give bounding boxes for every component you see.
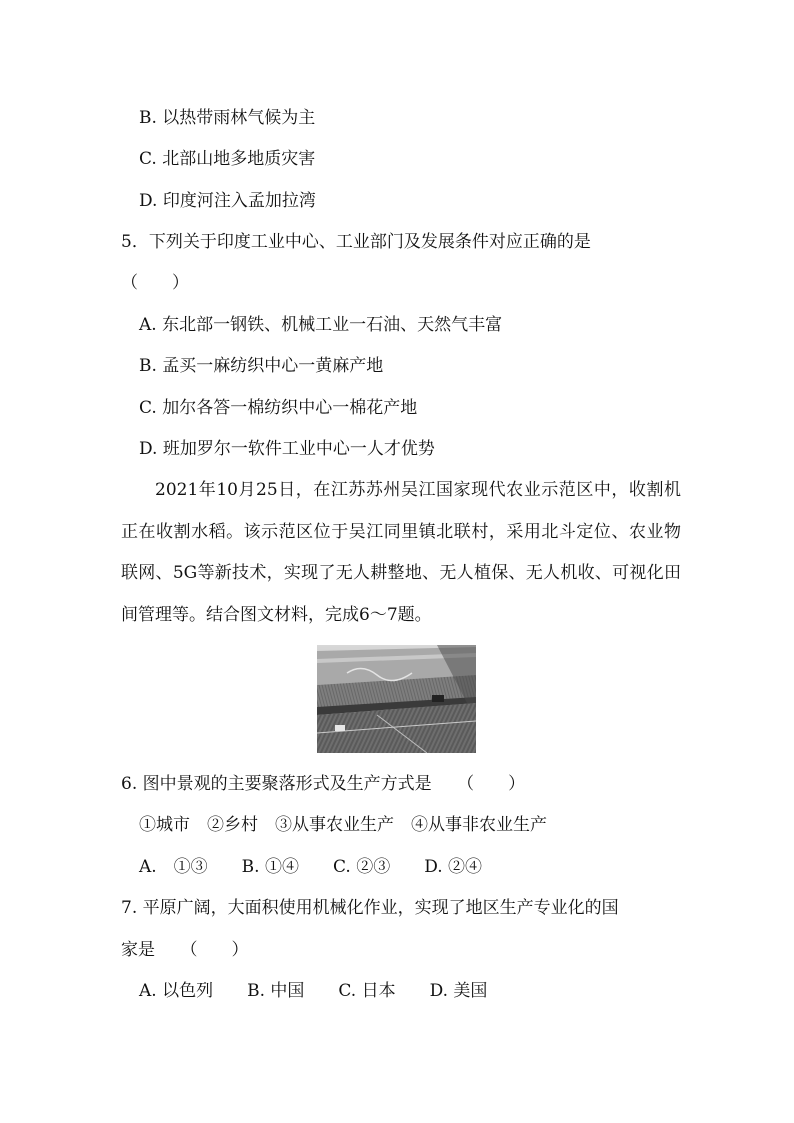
question-7-stem-line-1: 7. 平原广阔，大面积使用机械化作业，实现了地区生产专业化的国 [121,898,619,918]
question-5-option-c: C. 加尔各答一棉纺织中心一棉花产地 [139,398,418,418]
question-4-option-d: D. 印度河注入孟加拉湾 [139,191,316,211]
reading-passage: 2021年10月25日，在江苏苏州吴江国家现代农业示范区中，收割机正在收割水稻。该示范区位于吴江同里镇北联村，采用北斗定位、农业物联网、5G等新技术，实现了无人耕整地、无人植保、无人机收、可视化田间管理等。结合图文材料，完成6～7题。 [121,480,681,625]
question-7-stem-line-2: 家是 （ ） [121,940,249,960]
question-6-choices: ①城市 ②乡村 ③从事农业生产 ④从事非农业生产 [139,815,547,835]
question-5-stem-line-2: （ ） [121,273,189,293]
question-5-option-a: A. 东北部一钢铁、机械工业一石油、天然气丰富 [139,315,503,335]
question-7-options: A. 以色列 B. 中国 C. 日本 D. 美国 [139,981,488,1001]
question-6-stem: 6. 图中景观的主要聚落形式及生产方式是 （ ） [121,774,526,794]
question-5-option-b: B. 孟买一麻纺织中心一黄麻产地 [139,356,384,376]
question-4-option-c: C. 北部山地多地质灾害 [139,149,316,169]
question-4-option-b: B. 以热带雨林气候为主 [139,108,316,128]
farm-aerial-photo [317,645,476,753]
question-5-option-d: D. 班加罗尔一软件工业中心一人才优势 [139,439,435,459]
question-6-options: A. ①③ B. ①④ C. ②③ D. ②④ [139,857,483,877]
question-5-stem-line-1: 5．下列关于印度工业中心、工业部门及发展条件对应正确的是 [121,232,591,252]
